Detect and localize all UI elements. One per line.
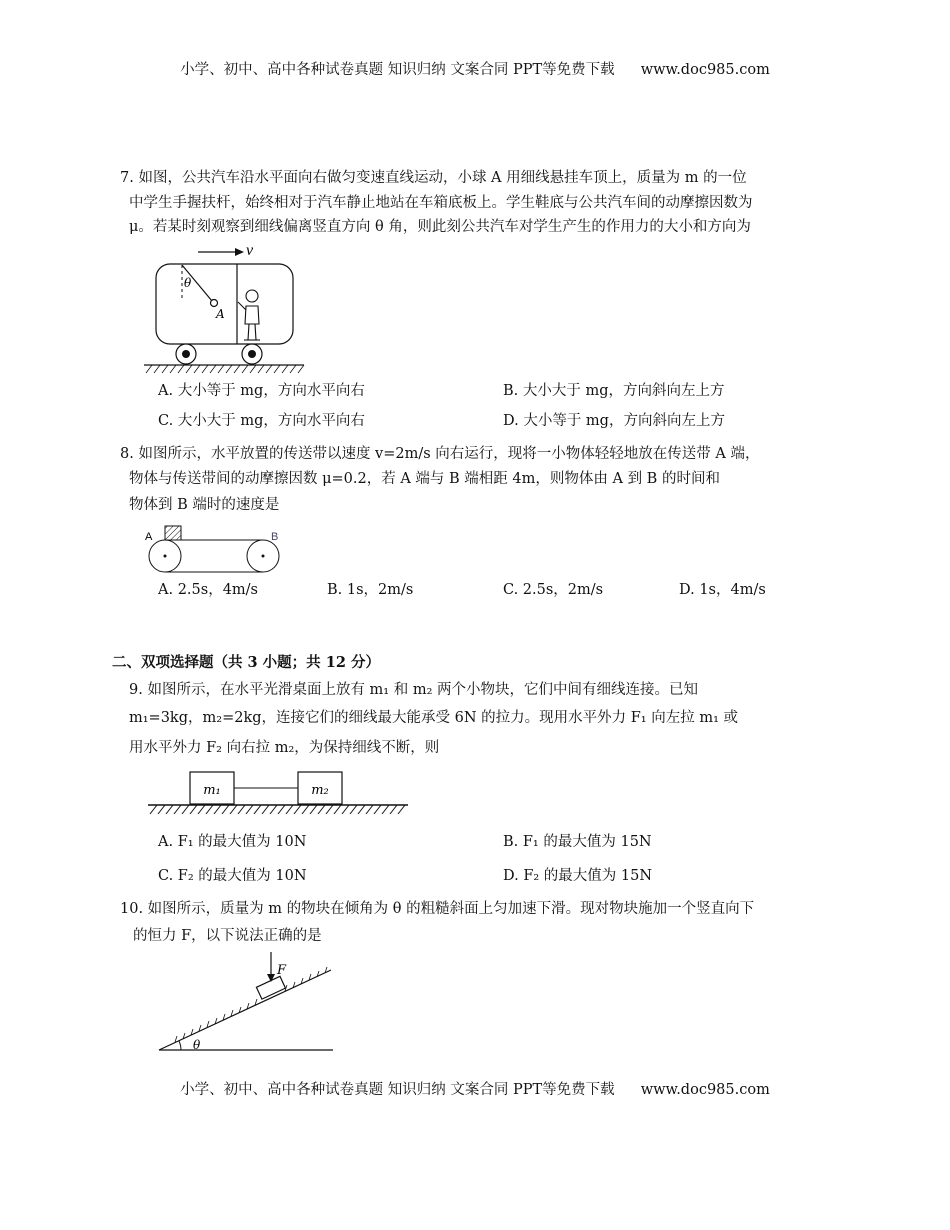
q7-theta-label: θ	[184, 276, 192, 290]
q8-line1: 8. 如图所示，水平放置的传送带以速度 v=2m/s 向右运行，现将一小物体轻轻地放在传送带 A 端，	[120, 446, 760, 462]
q7-option-c: C. 大小大于 mg，方向水平向右	[158, 413, 365, 429]
q10-incline-figure	[155, 950, 340, 1060]
q7-line3: μ。若某时刻观察到细线偏离竖直方向 θ 角，则此刻公共汽车对学生产生的作用力的大小和方向为	[129, 219, 751, 235]
q8-option-d: D. 1s，4m/s	[679, 582, 766, 598]
header-text: 小学、初中、高中各种试卷真题 知识归纳 文案合同 PPT等免费下载	[180, 62, 615, 78]
q9-option-d: D. F₂ 的最大值为 15N	[503, 868, 653, 884]
q10-line1: 10. 如图所示，质量为 m 的物块在倾角为 θ 的粗糙斜面上匀加速下滑。现对物块施加一个竖直向下	[120, 901, 755, 917]
q9-block-m2-label: m₂	[311, 783, 329, 798]
footer-site: www.doc985.com	[640, 1082, 770, 1098]
q8-end-b-label: B	[271, 531, 279, 543]
page-footer	[0, 1078, 950, 1099]
q9-line1: 9. 如图所示，在水平光滑桌面上放有 m₁ 和 m₂ 两个小物块，它们中间有细线连接。已知	[129, 682, 699, 698]
header-site: www.doc985.com	[640, 62, 770, 78]
q8-option-a: A. 2.5s，4m/s	[158, 582, 258, 598]
q8-option-c: C. 2.5s，2m/s	[503, 582, 604, 598]
q8-end-a-label: A	[145, 531, 153, 543]
q7-option-d: D. 大小等于 mg，方向斜向左上方	[503, 413, 725, 429]
q7-option-a: A. 大小等于 mg，方向水平向右	[158, 383, 365, 399]
q9-option-b: B. F₁ 的最大值为 15N	[503, 834, 652, 850]
student-figure	[238, 290, 260, 340]
q9-block-m1-label: m₁	[203, 783, 221, 798]
q7-bus-figure	[140, 240, 320, 375]
q10-force-label: F	[277, 963, 287, 978]
q7-velocity-label: v	[246, 242, 254, 259]
q9-option-c: C. F₂ 的最大值为 10N	[158, 868, 307, 884]
q9-option-a: A. F₁ 的最大值为 10N	[158, 834, 307, 850]
q8-option-b: B. 1s，2m/s	[327, 582, 414, 598]
q9-blocks-figure	[148, 770, 413, 820]
footer-text: 小学、初中、高中各种试卷真题 知识归纳 文案合同 PPT等免费下载	[180, 1082, 615, 1098]
q7-line1: 7. 如图，公共汽车沿水平面向右做匀变速直线运动，小球 A 用细线悬挂车顶上，质量为 m 的一位	[120, 170, 747, 186]
q8-line3: 物体到 B 端时的速度是	[129, 497, 280, 513]
q8-conveyor-figure	[143, 522, 283, 577]
q9-line3: 用水平外力 F₂ 向右拉 m₂，为保持细线不断，则	[129, 740, 440, 756]
q7-option-b: B. 大小大于 mg，方向斜向左上方	[503, 383, 725, 399]
q7-ball-label: A	[216, 307, 225, 321]
page-header	[0, 58, 950, 79]
q7-line2: 中学生手握扶杆，始终相对于汽车静止地站在车箱底板上。学生鞋底与公共汽车间的动摩擦因数为	[129, 195, 753, 211]
section-2-title: 二、双项选择题（共 3 小题；共 12 分）	[112, 654, 380, 671]
q9-line2: m₁=3kg，m₂=2kg，连接它们的细线最大能承受 6N 的拉力。现用水平外力 F₁ 向左拉 m₁ 或	[129, 710, 739, 726]
q10-line2: 的恒力 F，以下说法正确的是	[133, 928, 322, 944]
q8-line2: 物体与传送带间的动摩擦因数 μ=0.2，若 A 端与 B 端相距 4m，则物体由 A 到 B 的时间和	[129, 471, 720, 487]
q10-theta-label: θ	[193, 1038, 201, 1052]
